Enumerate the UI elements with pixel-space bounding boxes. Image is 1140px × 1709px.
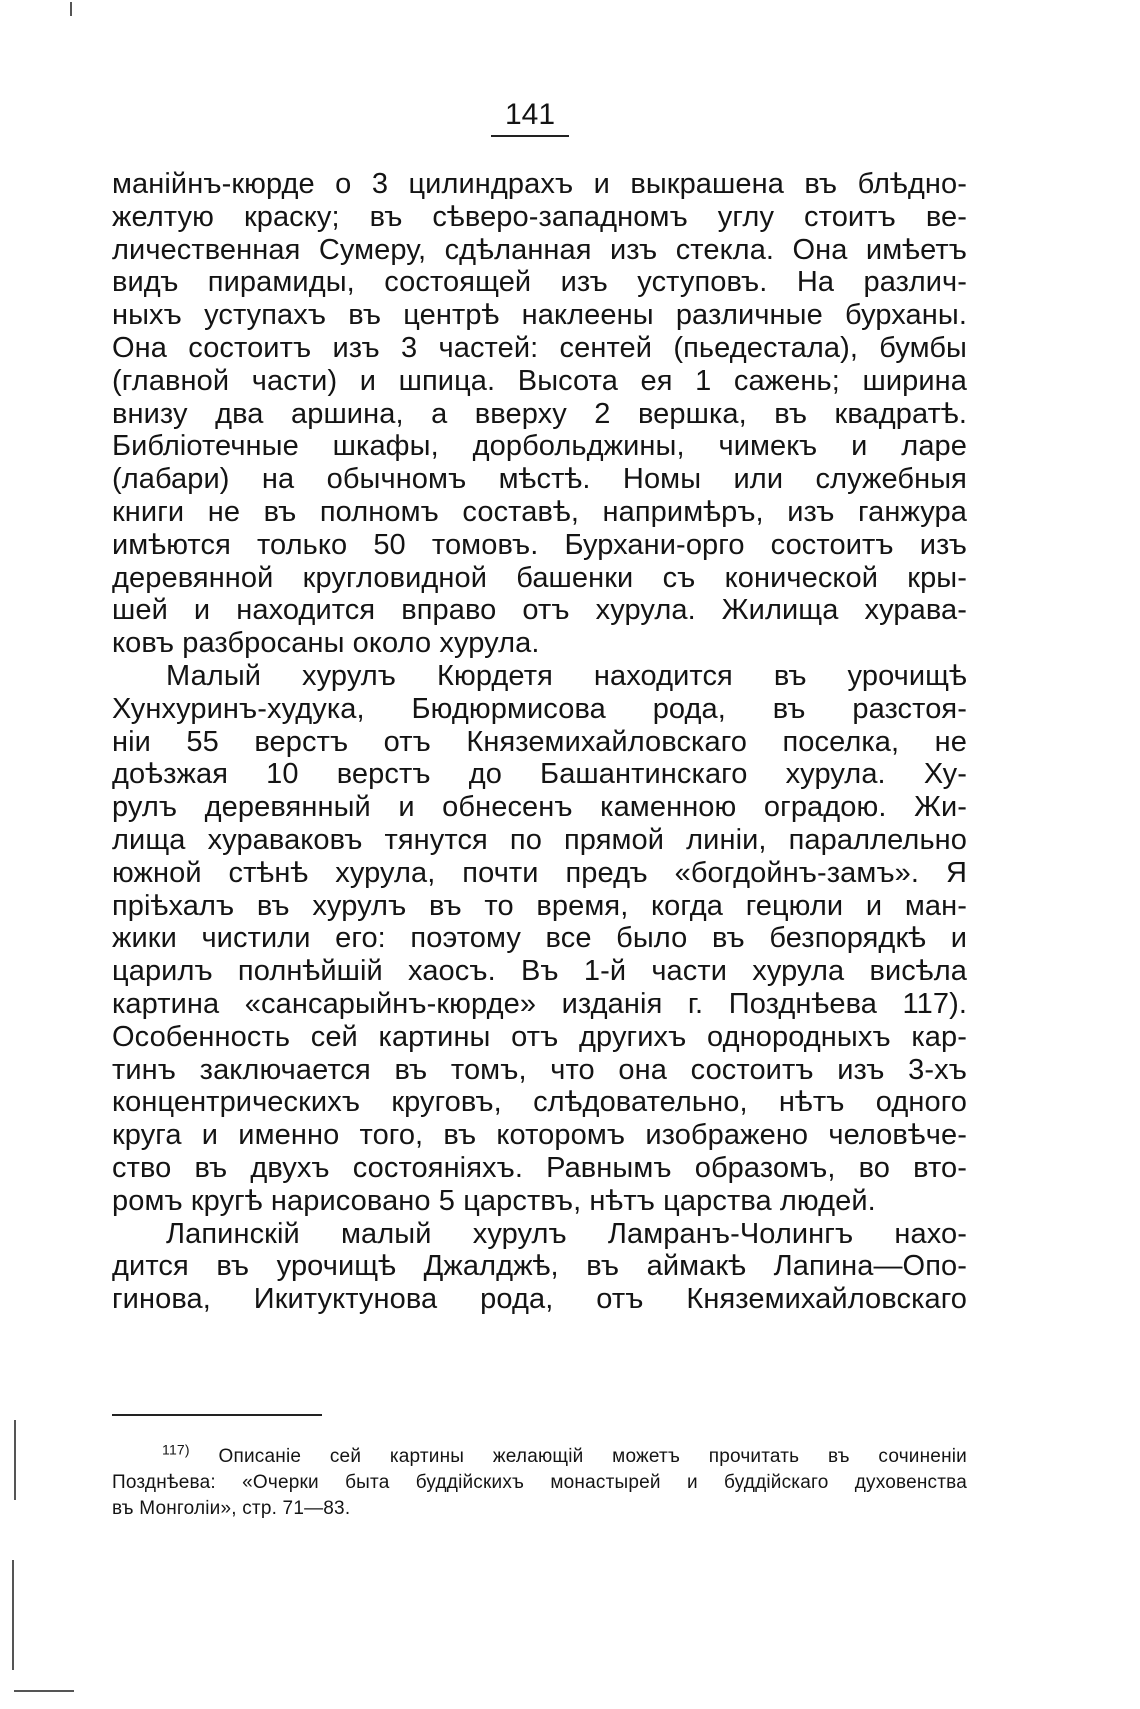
text-line: доѣзжая 10 верстъ до Башантинскаго хурула. Ху- — [112, 758, 967, 791]
text-line: рулъ деревянный и обнесенъ каменною оградою. Жи- — [112, 791, 967, 824]
text-line: пріѣхалъ въ хурулъ въ то время, когда гецюли и ман- — [112, 889, 967, 922]
text-line: внизу два аршина, а вверху 2 вершка, въ квадратѣ. — [112, 397, 967, 430]
text-line: южной стѣнѣ хурула, почти предъ «богдойнъ-замъ». Я — [112, 856, 967, 889]
text-line: ніи 55 верстъ отъ Княземихайловскаго поселка, не — [112, 725, 967, 758]
body-text — [112, 168, 967, 1316]
text-line: личественная Сумеру, сдѣланная изъ стекла. Она имѣетъ — [112, 233, 967, 266]
text-line: лища хураваковъ тянутся по прямой линіи, параллельно — [112, 823, 967, 856]
scan-edge-mark — [14, 1690, 74, 1692]
footnote-line: въ Монголіи», стр. 71—83. — [112, 1498, 351, 1519]
text-line: жики чистили его: поэтому все было въ безпорядкѣ и — [112, 922, 967, 955]
footnote-line — [112, 1441, 967, 1470]
scan-edge-mark — [14, 1420, 16, 1500]
text-line: тинъ заключается въ томъ, что она состоитъ изъ 3-хъ — [112, 1053, 967, 1086]
text-line: имѣются только 50 томовъ. Бурхани-орго состоитъ изъ — [112, 528, 967, 561]
text-line: видъ пирамиды, состоящей изъ уступовъ. На различ- — [112, 266, 967, 299]
text-line: царилъ полнѣйшій хаосъ. Въ 1-й части хурула висѣла — [112, 955, 967, 988]
text-line: гинова, Икитуктунова рода, отъ Княземихайловскаго — [112, 1283, 967, 1316]
text-line: ныхъ уступахъ въ центрѣ наклеены различные бурханы. — [112, 299, 967, 332]
text-line: Хунхуринъ-худука, Бюдюрмисова рода, въ разстоя- — [112, 692, 967, 725]
footnote-text: Описаніе сей картины желающій можетъ прочитать въ сочиненіи — [218, 1446, 967, 1467]
text-line: шей и находится вправо отъ хурула. Жилища хурава- — [112, 594, 967, 627]
text-line: книги не въ полномъ составѣ, напримѣръ, изъ ганжура — [112, 495, 967, 528]
text-line: Особенность сей картины отъ другихъ однородныхъ кар- — [112, 1020, 967, 1053]
footnote-divider — [112, 1414, 322, 1416]
text-line: (главной части) и шпица. Высота ея 1 сажень; ширина — [112, 364, 967, 397]
paragraph-start-line: Малый хурулъ Кюрдетя находится въ урочищѣ — [166, 659, 967, 692]
page-number: 141 — [491, 97, 569, 137]
footnote — [112, 1441, 967, 1522]
text-line: ство въ двухъ состояніяхъ. Равнымъ образомъ, во вто- — [112, 1151, 967, 1184]
text-line-with-footnote-ref: картина «сансарыйнъ-кюрде» изданія г. Позднѣева 117). — [112, 987, 967, 1020]
text-line: Библіотечные шкафы, дорбольджины, чимекъ и ларе — [112, 430, 967, 463]
paragraph-end-line: ковъ разбросаны около хурула. — [112, 627, 540, 660]
text-line: манійнъ-кюрде о 3 цилиндрахъ и выкрашена въ блѣдно- — [112, 168, 967, 200]
footnote-line: Позднѣева: «Очерки быта буддійскихъ монастырей и буддійскаго духовенства — [112, 1472, 967, 1493]
text-line: желтую краску; въ сѣверо-западномъ углу стоитъ ве- — [112, 200, 967, 233]
text-line: деревянной кругловидной башенки съ конической кры- — [112, 561, 967, 594]
page-header — [470, 97, 590, 137]
text-line: (лабари) на обычномъ мѣстѣ. Номы или служебныя — [112, 463, 967, 496]
text-line: Она состоитъ изъ 3 частей: сентей (пьедестала), бумбы — [112, 331, 967, 364]
scan-edge-mark — [70, 2, 72, 16]
footnote-marker: 117) — [162, 1441, 190, 1458]
text-line: дится въ урочищѣ Джалджѣ, въ аймакѣ Лапина—Опо- — [112, 1250, 967, 1283]
text-line: концентрическихъ круговъ, слѣдовательно, нѣтъ одного — [112, 1086, 967, 1119]
text-line: круга и именно того, въ которомъ изображено человѣче- — [112, 1119, 967, 1152]
paragraph-start-line: Лапинскій малый хурулъ Ламранъ-Чолингъ нахо- — [166, 1217, 967, 1250]
scan-edge-mark — [12, 1560, 14, 1670]
paragraph-end-line: ромъ кругѣ нарисовано 5 царствъ, нѣтъ царства людей. — [112, 1184, 876, 1217]
